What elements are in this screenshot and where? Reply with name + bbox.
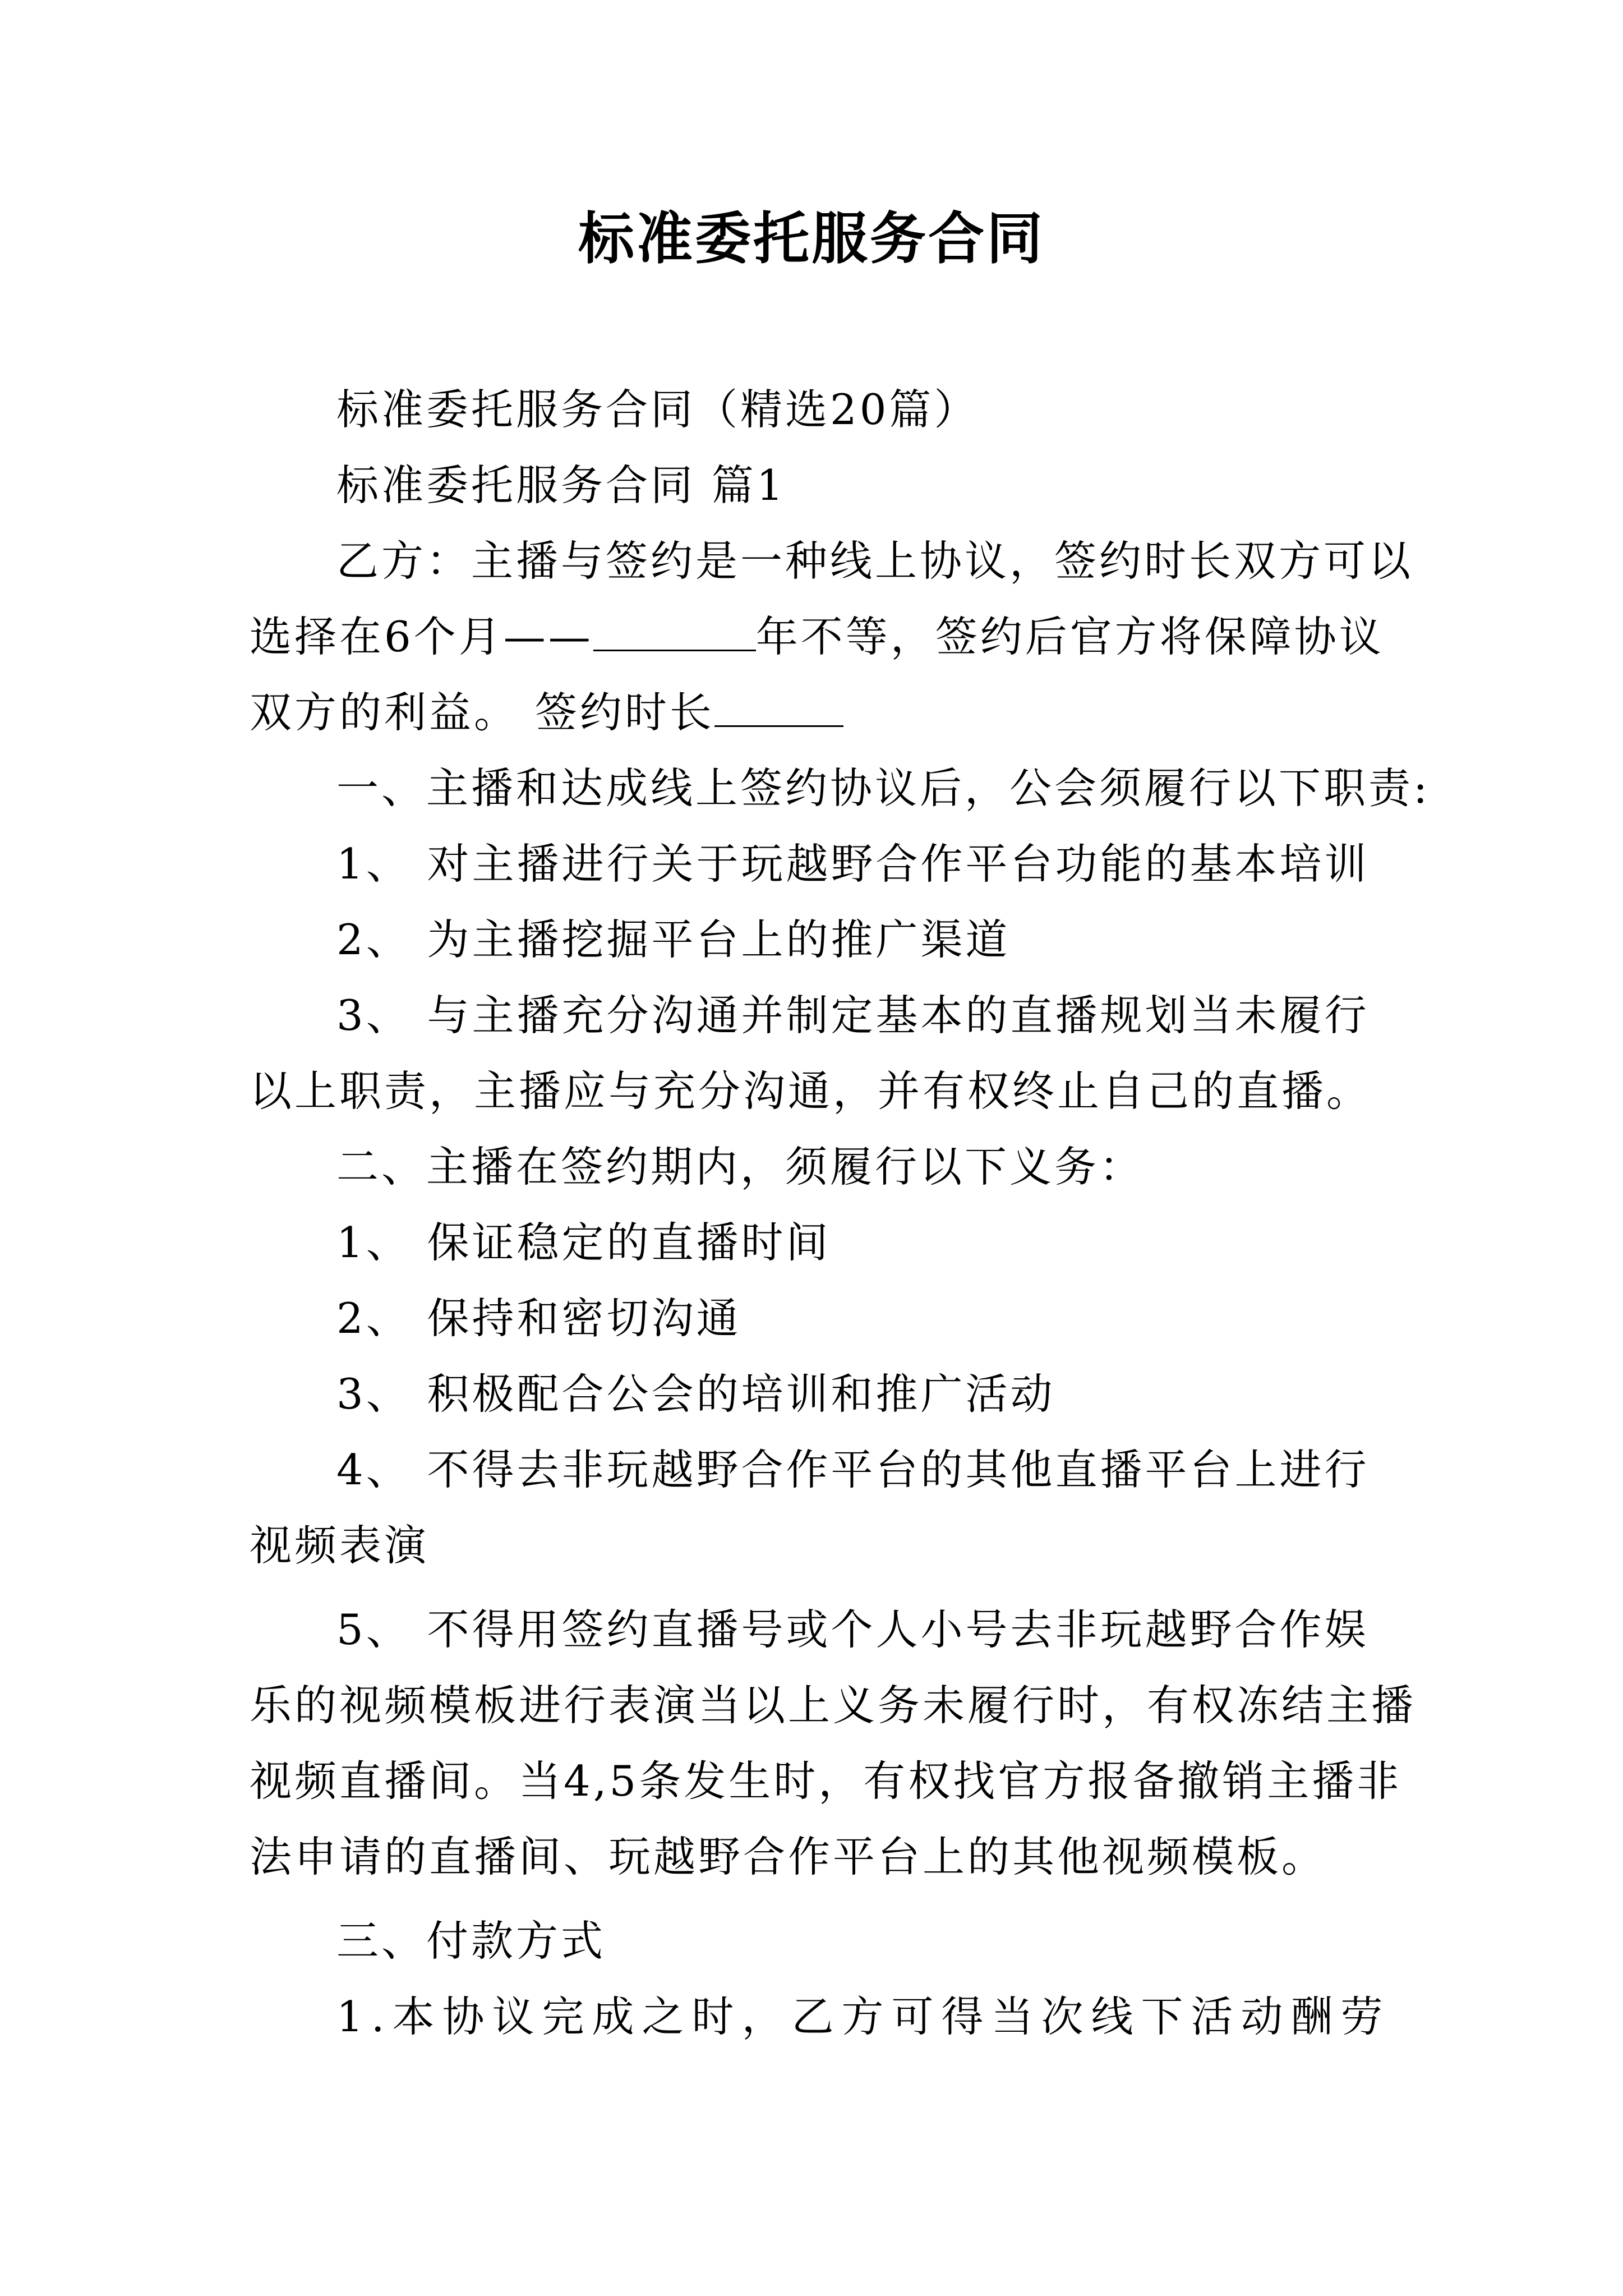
paragraph-line: 法申请的直播间、玩越野合作平台上的其他视频模板。 (250, 1832, 1327, 1881)
paragraph-line: 乐的视频模板进行表演当以上义务未履行时，有权冻结主播 (250, 1681, 1417, 1730)
list-item: 1、 保证稳定的直播时间 (336, 1218, 831, 1267)
list-item: 1、 对主播进行关于玩越野合作平台功能的基本培训 (336, 839, 1370, 889)
subtitle-line: 标准委托服务合同（精选20篇） (336, 385, 979, 434)
paragraph-line-with-blank (250, 684, 843, 740)
fill-in-blank (714, 685, 843, 727)
list-item: 5、 不得用签约直播号或个人小号去非玩越野合作娱 (336, 1605, 1370, 1654)
document-title: 标准委托服务合同 (578, 205, 1045, 272)
clause-heading: 一、主播和达成线上签约协议后，公会须履行以下职责: (336, 763, 1431, 813)
list-item: 3、 与主播充分沟通并制定基本的直播规划当未履行 (336, 991, 1370, 1040)
clause-heading: 二、主播在签约期内，须履行以下义务： (336, 1142, 1145, 1191)
list-item: 4、 不得去非玩越野合作平台的其他直播平台上进行 (336, 1445, 1370, 1494)
fill-in-blank (593, 609, 756, 651)
paragraph-text: 年不等，签约后官方将保障协议 (755, 612, 1384, 661)
paragraph-line: 乙方：主播与签约是一种线上协议，签约时长双方可以 (336, 536, 1414, 586)
paragraph-text: 双方的利益。 签约时长 (250, 688, 714, 737)
paragraph-line: 1.本协议完成之时，乙方可得当次线下活动酬劳 (336, 1992, 1391, 2041)
paragraph-line-with-blank (250, 609, 1384, 665)
list-item: 3、 积极配合公会的培训和推广活动 (336, 1369, 1055, 1419)
list-item: 2、 保持和密切沟通 (336, 1294, 741, 1343)
paragraph-text: 选择在6个月—— (250, 612, 593, 661)
paragraph-line: 视频直播间。当4,5条发生时，有权找官方报备撤销主播非 (250, 1756, 1402, 1806)
paragraph-line: 以上职责，主播应与充分沟通，并有权终止自己的直播。 (250, 1066, 1372, 1116)
clause-heading: 三、付款方式 (336, 1916, 606, 1966)
section-heading: 标准委托服务合同 篇1 (336, 461, 786, 510)
paragraph-line: 视频表演 (250, 1521, 430, 1570)
list-item: 2、 为主播挖掘平台上的推广渠道 (336, 915, 1011, 964)
